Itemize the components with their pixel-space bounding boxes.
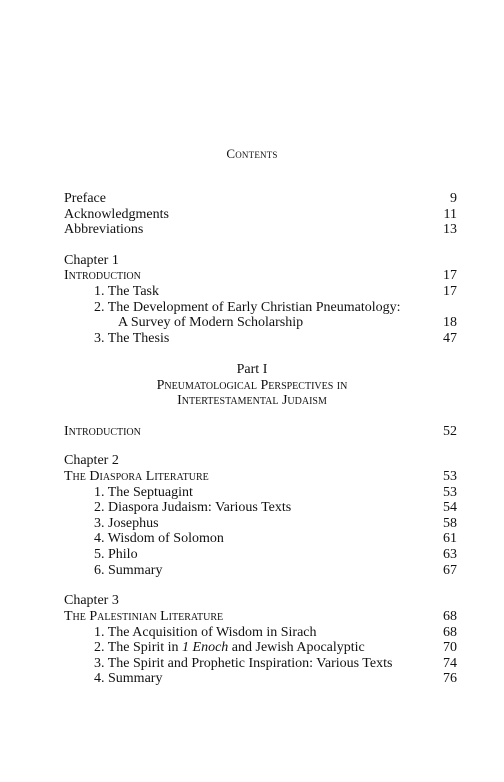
- part-introduction-label: Introduction: [64, 424, 141, 439]
- toc-entry-page: 63: [443, 547, 457, 562]
- toc-entry-label: 2. The Development of Early Christian Pneumatology:: [94, 300, 401, 315]
- page-title: Contents: [226, 146, 278, 161]
- chapter-heading: [64, 253, 457, 269]
- toc-entry: [64, 671, 457, 687]
- toc-entry-page: 47: [443, 331, 457, 346]
- toc-entry-label: 1. The Septuagint: [94, 485, 193, 500]
- chapter-title: Introduction: [64, 268, 141, 283]
- toc-entry-label: 4. Summary: [94, 671, 163, 686]
- toc-entry-abbreviations: [64, 222, 457, 238]
- toc-entry-page: 9: [450, 191, 457, 206]
- chapter-title-row: [64, 469, 457, 485]
- toc-entry-label: Abbreviations: [64, 222, 144, 237]
- book-title-italic: 1 Enoch: [182, 640, 229, 655]
- toc-entry: [64, 485, 457, 501]
- toc-entry-label: 1. The Task: [94, 284, 159, 299]
- toc-entry: [64, 315, 457, 331]
- toc-entry-label: 3. The Spirit and Prophetic Inspiration: Various Texts: [94, 656, 393, 671]
- toc-entry-page: 58: [443, 516, 457, 531]
- toc-entry-label: 4. Wisdom of Solomon: [94, 531, 224, 546]
- part-introduction-row: [64, 424, 457, 440]
- toc-entry-page: 17: [443, 268, 457, 283]
- toc-entry-page: 18: [443, 315, 457, 330]
- toc-entry-page: 17: [443, 284, 457, 299]
- chapter-heading-label: Chapter 1: [64, 253, 119, 268]
- toc-entry-page: 53: [443, 485, 457, 500]
- toc-entry: [64, 516, 457, 532]
- toc-entry-page: 52: [443, 424, 457, 439]
- toc-entry-page: 70: [443, 640, 457, 655]
- toc-entry: [64, 547, 457, 563]
- toc-entry: [64, 625, 457, 641]
- toc-entry: [64, 531, 457, 547]
- toc-entry-page: 68: [443, 625, 457, 640]
- toc-entry-acknowledgments: [64, 207, 457, 223]
- toc-entry-label: 5. Philo: [94, 547, 138, 562]
- toc-entry-label: A Survey of Modern Scholarship: [118, 315, 304, 330]
- toc-entry-page: 74: [443, 656, 457, 671]
- toc-entry: [64, 563, 457, 579]
- toc-entry-label: Acknowledgments: [64, 207, 169, 222]
- toc-entry-label-part: 2. The Spirit in: [94, 640, 183, 655]
- toc-entry-page: 53: [443, 469, 457, 484]
- part-title-line1: Pneumatological Perspectives in: [156, 378, 348, 393]
- toc-entry: [64, 640, 457, 656]
- toc-entry-page: 11: [443, 207, 457, 222]
- toc-entry-preface: [64, 191, 457, 207]
- toc-entry-label: 3. The Thesis: [94, 331, 170, 346]
- toc-entry-page: 13: [443, 222, 457, 237]
- toc-entry: [64, 331, 457, 347]
- toc-entry: [64, 300, 457, 316]
- toc-entry: [64, 656, 457, 672]
- toc-entry-label: 3. Josephus: [94, 516, 159, 531]
- chapter-heading-label: Chapter 3: [64, 593, 119, 608]
- chapter-title-row: [64, 609, 457, 625]
- chapter-title: The Palestinian Literature: [64, 609, 224, 624]
- part-title-line2: Intertestamental Judaism: [177, 393, 327, 408]
- chapter-heading-label: Chapter 2: [64, 453, 119, 468]
- toc-entry-page: 68: [443, 609, 457, 624]
- toc-entry-label: 1. The Acquisition of Wisdom in Sirach: [94, 625, 317, 640]
- toc-entry: [64, 500, 457, 516]
- toc-entry-label: 2. Diaspora Judaism: Various Texts: [94, 500, 292, 515]
- chapter-title-row: [64, 268, 457, 284]
- chapter-heading: [64, 593, 457, 609]
- toc-entry-page: 67: [443, 563, 457, 578]
- chapter-heading: [64, 453, 457, 469]
- toc-entry-page: 61: [443, 531, 457, 546]
- toc-entry-label-part: and Jewish Apocalyptic: [228, 640, 365, 655]
- chapter-title: The Diaspora Literature: [64, 469, 209, 484]
- toc-entry-label: [94, 640, 365, 656]
- toc-entry-page: 54: [443, 500, 457, 515]
- toc-entry-label: 6. Summary: [94, 563, 163, 578]
- part-heading: Part I: [236, 362, 268, 377]
- toc-entry: [64, 284, 457, 300]
- toc-entry-label: Preface: [64, 191, 106, 206]
- toc-entry-page: 76: [443, 671, 457, 686]
